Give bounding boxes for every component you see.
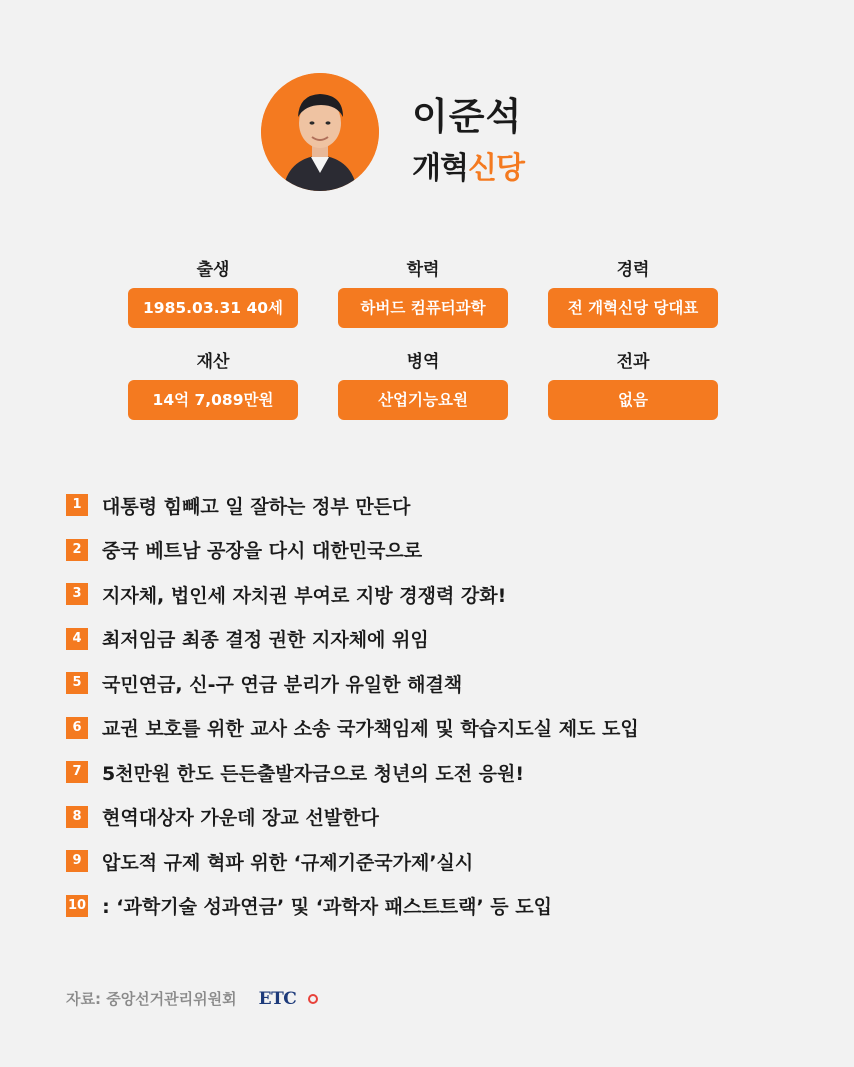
- info-assets: [128, 350, 298, 420]
- pledge-number-badge: 9: [66, 850, 88, 872]
- candidate-name: 이준석: [412, 95, 523, 138]
- pledge-item: [66, 893, 826, 919]
- pledge-item: [66, 848, 826, 874]
- info-military: [338, 350, 508, 420]
- pledge-text: 국민연금, 신-구 연금 분리가 유일한 해결책: [102, 673, 463, 696]
- info-birth: [128, 258, 298, 328]
- pledge-item: [66, 581, 826, 607]
- pledge-number-badge: 7: [66, 761, 88, 783]
- pledge-text: 5천만원 한도 든든출발자금으로 청년의 도전 응원!: [102, 762, 525, 785]
- party-logo: [412, 143, 524, 187]
- info-label: 경력: [616, 260, 650, 280]
- info-career: [548, 258, 718, 328]
- pledge-list: [66, 492, 826, 937]
- info-value: 1985.03.31 40세: [128, 288, 298, 328]
- info-value: 없음: [548, 380, 718, 420]
- pledge-number-badge: 1: [66, 494, 88, 516]
- pledge-number-badge: 5: [66, 672, 88, 694]
- pledge-number-badge: 10: [66, 895, 88, 917]
- pledge-text: 지자체, 법인세 자치권 부여로 지방 경쟁력 강화!: [102, 584, 507, 607]
- party-name-part1: 개혁: [412, 151, 468, 186]
- person-portrait-icon: [261, 73, 379, 191]
- pledge-item: [66, 759, 826, 785]
- pledge-text: 중국 베트남 공장을 다시 대한민국으로: [102, 540, 423, 562]
- info-education: [338, 258, 508, 328]
- info-label: 전과: [616, 352, 650, 372]
- pledge-text: 대통령 힘빼고 일 잘하는 정부 만든다: [102, 495, 411, 518]
- pledge-item: [66, 537, 826, 563]
- info-label: 출생: [196, 260, 230, 280]
- logo-dot-icon: [308, 994, 318, 1004]
- party-name-part2: 신당: [467, 151, 524, 186]
- info-label: 재산: [196, 352, 230, 372]
- info-value: 하버드 컴퓨터과학: [338, 288, 508, 328]
- etc-logo: ETC: [258, 988, 297, 1009]
- pledge-number-badge: 3: [66, 583, 88, 605]
- pledge-text: 현역대상자 가운데 장교 선발한다: [102, 807, 379, 829]
- pledge-item: [66, 715, 826, 741]
- pledge-text: : ‘과학기술 성과연금’ 및 ‘과학자 패스트트랙’ 등 도입: [102, 896, 552, 918]
- pledge-number-badge: 8: [66, 806, 88, 828]
- info-label: 학력: [406, 260, 440, 280]
- pledge-text: 교권 보호를 위한 교사 소송 국가책임제 및 학습지도실 제도 도입: [102, 718, 639, 740]
- pledge-item: [66, 804, 826, 830]
- pledge-number-badge: 2: [66, 539, 88, 561]
- info-value: 전 개혁신당 당대표: [548, 288, 718, 328]
- pledge-text: 압도적 규제 혁파 위한 ‘규제기준국가제’실시: [102, 851, 474, 874]
- candidate-info-grid: [128, 258, 718, 420]
- info-value: 14억 7,089만원: [128, 380, 298, 420]
- source-credit: 자료: 중앙선거관리위원회: [66, 990, 237, 1008]
- pledge-item: [66, 670, 826, 696]
- info-value: 산업기능요원: [338, 380, 508, 420]
- pledge-item: [66, 626, 826, 652]
- pledge-number-badge: 4: [66, 628, 88, 650]
- pledge-item: [66, 492, 826, 518]
- info-criminal-record: [548, 350, 718, 420]
- info-label: 병역: [406, 352, 440, 372]
- pledge-text: 최저임금 최종 결정 권한 지자체에 위임: [102, 629, 429, 651]
- footer: [66, 988, 318, 1009]
- candidate-photo: [261, 73, 379, 191]
- pledge-number-badge: 6: [66, 717, 88, 739]
